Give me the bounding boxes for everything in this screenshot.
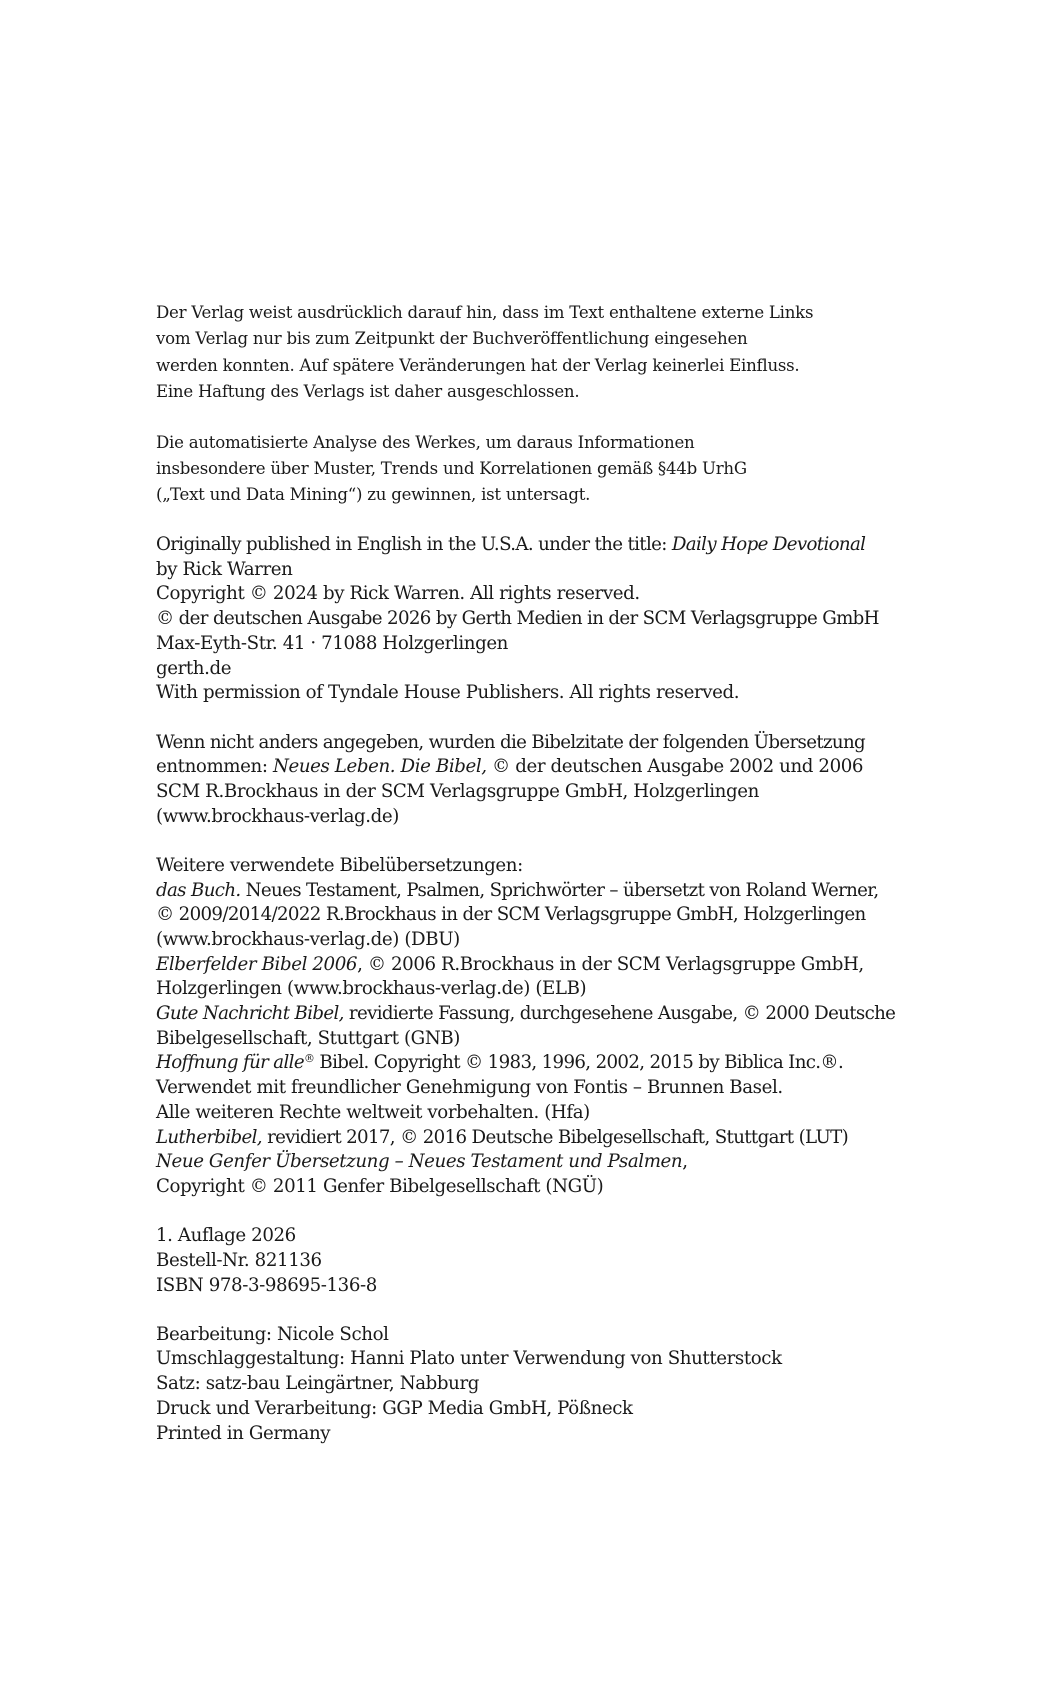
text-line: Bibelgesellschaft, Stuttgart (GNB) <box>156 1027 460 1049</box>
text-line <box>156 533 1026 558</box>
text-span: revidiert 2017, © 2016 Deutsche Bibelgesellschaft, Stuttgart (LUT) <box>261 1126 849 1148</box>
text-line: Printed in Germany <box>156 1422 331 1444</box>
text-span: entnommen: <box>156 756 273 778</box>
text-line <box>156 1002 1026 1027</box>
edition-info <box>156 1224 1026 1298</box>
text-line: Verwendet mit freundlicher Genehmigung von Fontis – Brunnen Basel. <box>156 1077 783 1099</box>
text-line: Umschlaggestaltung: Hanni Plato unter Verwendung von Shutterstock <box>156 1348 782 1370</box>
text-line <box>156 879 1026 904</box>
text-line: Satz: satz-bau Leingärtner, Nabburg <box>156 1373 479 1395</box>
text-line: by Rick Warren <box>156 558 293 580</box>
text-line <box>156 1150 1026 1175</box>
text-line: Der Verlag weist ausdrücklich darauf hin, dass im Text enthaltene externe Links <box>156 303 814 322</box>
text-line: vom Verlag nur bis zum Zeitpunkt der Buchveröffentlichung eingesehen <box>156 329 748 349</box>
text-line <box>156 1051 1026 1076</box>
text-line: Wenn nicht anders angegeben, wurden die Bibelzitate der folgenden Übersetzung <box>156 731 866 753</box>
production-credits <box>156 1323 1026 1447</box>
text-line: (www.brockhaus-verlag.de) <box>156 805 399 827</box>
text-line: Alle weiteren Rechte weltweit vorbehalten. (Hfa) <box>156 1101 590 1123</box>
text-span: © der deutschen Ausgabe 2002 und 2006 <box>486 756 864 778</box>
text-line: Eine Haftung des Verlags ist daher ausgeschlossen. <box>156 381 580 401</box>
text-data-mining-notice <box>156 430 1026 509</box>
text-line <box>156 953 1026 978</box>
bible-title: Neue Genfer Übersetzung – Neues Testament und Psalmen <box>156 1151 683 1173</box>
text-span: , © 2006 R.Brockhaus in der SCM Verlagsgruppe GmbH, <box>357 953 864 975</box>
text-line: With permission of Tyndale House Publishers. All rights reserved. <box>156 682 740 704</box>
text-span: , <box>682 1151 688 1173</box>
text-line <box>156 755 1026 780</box>
text-span: Originally published in English in the U.S.A. under the title: <box>156 534 672 556</box>
external-links-disclaimer <box>156 300 1026 405</box>
text-line: (www.brockhaus-verlag.de) (DBU) <box>156 928 460 950</box>
text-line: Die automatisierte Analyse des Werkes, um daraus Informationen <box>156 432 695 452</box>
further-bible-translations <box>156 854 1026 1200</box>
bible-title: Gute Nachricht Bibel, <box>156 1003 344 1025</box>
order-number: Bestell-Nr. 821136 <box>156 1249 322 1271</box>
book-title: Daily Hope Devotional <box>671 534 866 556</box>
bible-title: Hoffnung für alle <box>156 1052 304 1074</box>
text-line: SCM R.Brockhaus in der SCM Verlagsgruppe GmbH, Holzgerlingen <box>156 780 759 802</box>
text-line: Druck und Verarbeitung: GGP Media GmbH, Pößneck <box>156 1397 633 1419</box>
edition-number: 1. Auflage 2026 <box>156 1225 296 1247</box>
text-span: Neues Testament, Psalmen, Sprichwörter – übersetzt von Roland Werner, <box>240 879 879 901</box>
text-span: Bibel. Copyright © 1983, 1996, 2002, 2015 by Biblica Inc.®. <box>314 1052 844 1074</box>
text-line: gerth.de <box>156 657 232 679</box>
text-line: © 2009/2014/2022 R.Brockhaus in der SCM Verlagsgruppe GmbH, Holzgerlingen <box>156 904 866 926</box>
text-line: („Text und Data Mining“) zu gewinnen, ist untersagt. <box>156 485 591 505</box>
section-heading: Weitere verwendete Bibelübersetzungen: <box>156 854 523 876</box>
text-line: werden konnten. Auf spätere Veränderungen hat der Verlag keinerlei Einfluss. <box>156 355 800 375</box>
default-bible-translation <box>156 731 1026 830</box>
bible-title: Elberfelder Bibel 2006 <box>156 953 358 975</box>
registered-mark: ® <box>303 1052 315 1066</box>
original-publication-info <box>156 533 1026 706</box>
bible-title: das Buch. <box>156 879 241 901</box>
text-line <box>156 1126 1026 1151</box>
text-line: Copyright © 2024 by Rick Warren. All rights reserved. <box>156 583 640 605</box>
text-line: insbesondere über Muster, Trends und Korrelationen gemäß §44b UrhG <box>156 458 747 478</box>
imprint-page <box>156 300 1026 1471</box>
text-span: revidierte Fassung, durchgesehene Ausgabe, © 2000 Deutsche <box>343 1003 896 1025</box>
text-line: Holzgerlingen (www.brockhaus-verlag.de) (ELB) <box>156 978 587 1000</box>
bible-title: Neues Leben. Die Bibel, <box>272 756 487 778</box>
text-line: Max-Eyth-Str. 41 · 71088 Holzgerlingen <box>156 632 508 654</box>
bible-title: Lutherbibel, <box>156 1126 262 1148</box>
text-line: Bearbeitung: Nicole Schol <box>156 1323 389 1345</box>
text-line: © der deutschen Ausgabe 2026 by Gerth Medien in der SCM Verlagsgruppe GmbH <box>156 608 879 630</box>
text-line: Copyright © 2011 Genfer Bibelgesellschaft (NGÜ) <box>156 1175 604 1197</box>
isbn: ISBN 978-3-98695-136-8 <box>156 1274 377 1296</box>
